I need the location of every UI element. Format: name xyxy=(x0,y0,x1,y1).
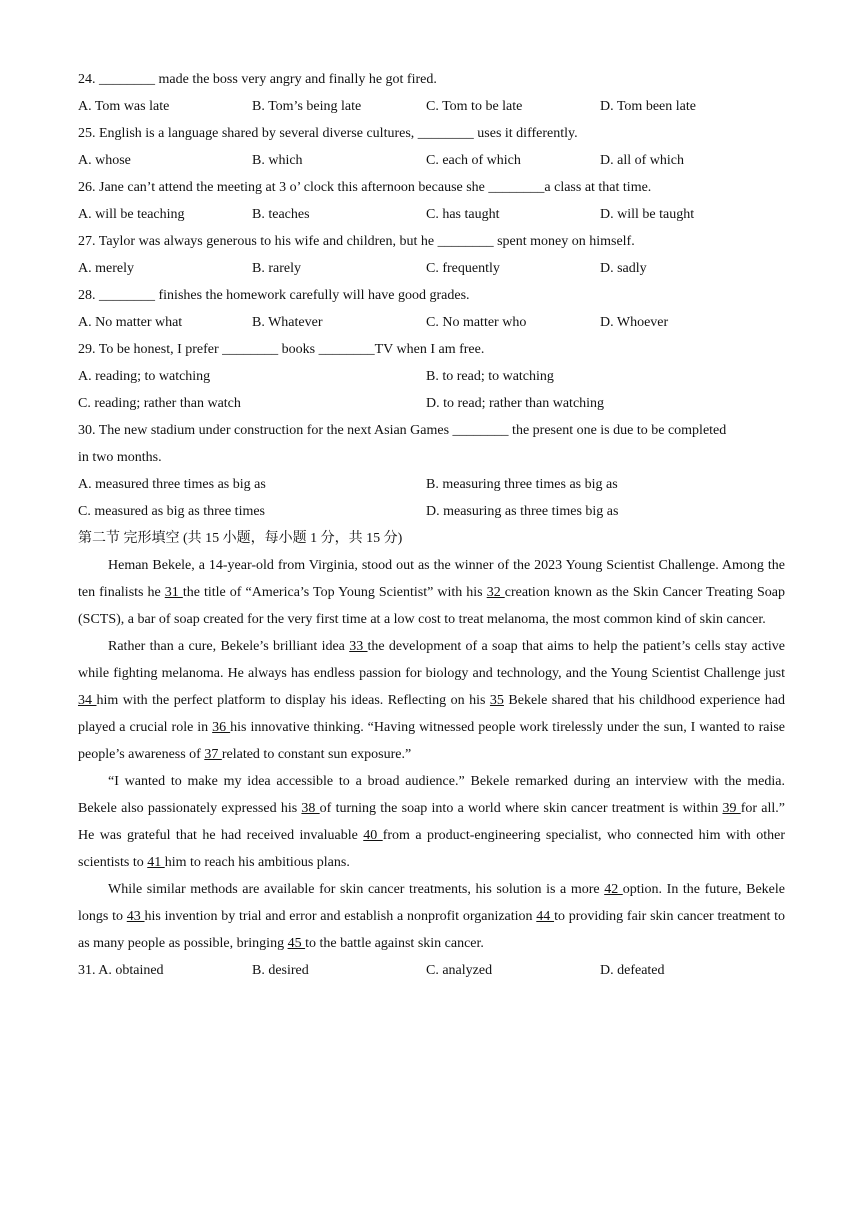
question-27-options xyxy=(78,255,785,282)
blank-43: 43 xyxy=(126,909,145,924)
passage-text: Heman Bekele, a 14-year-old from Virginia, stood out as the winner of the 2023 Young Scientist Challenge. Among the ten finalists he xyxy=(78,558,785,600)
option-c: C. each of which xyxy=(426,153,521,168)
option-b: B. desired xyxy=(252,963,309,978)
option-a: A. will be teaching xyxy=(78,207,185,222)
passage-paragraph-4 xyxy=(78,876,785,957)
passage-text: to providing fair skin cancer treatment to as many people as possible, bringing xyxy=(78,909,785,951)
passage-text: creation known as the Skin Cancer Treating Soap (SCTS), a bar of soap created for the very first time at a low cost to treat melanoma, the most common kind of skin cancer. xyxy=(78,585,785,627)
question-26-stem: 26. Jane can’t attend the meeting at 3 o’ clock this afternoon because she ________a class at that time. xyxy=(78,180,652,195)
passage-text: Bekele shared that his childhood experience had played a crucial role in xyxy=(78,693,785,735)
option-d: D. sadly xyxy=(600,261,647,276)
blank-35: 35 xyxy=(489,693,504,708)
question-30-stem-line2: in two months. xyxy=(78,450,162,465)
option-b: B. rarely xyxy=(252,261,301,276)
passage-text: the development of a soap that aims to help the patient’s cells stay active while fighting melanoma. He always has endless passion for biology and technology, and the Young Scientist Challenge just xyxy=(78,639,786,681)
passage-paragraph-3 xyxy=(78,768,785,876)
blank-36: 36 xyxy=(212,720,231,735)
option-d: D. measuring as three times big as xyxy=(426,504,619,519)
option-b: B. Whatever xyxy=(252,315,323,330)
option-c: C. Tom to be late xyxy=(426,99,523,114)
blank-32: 32 xyxy=(486,585,505,600)
section-heading: 第二节 完形填空 (共 15 小题，每小题 1 分，共 15 分) xyxy=(78,531,403,546)
passage-text: to the battle against skin cancer. xyxy=(305,936,484,951)
passage-text: While similar methods are available for skin cancer treatments, his solution is a more xyxy=(108,882,605,897)
blank-41: 41 xyxy=(147,855,165,870)
option-b: B. which xyxy=(252,153,303,168)
passage-text: him with the perfect platform to display his ideas. Reflecting on his xyxy=(96,693,490,708)
option-a: A. measured three times as big as xyxy=(78,477,266,492)
passage-text: from a product-engineering specialist, who connected him with other scientists to xyxy=(78,828,785,870)
blank-33: 33 xyxy=(349,639,368,654)
option-b: B. teaches xyxy=(252,207,310,222)
question-26-options xyxy=(78,201,785,228)
question-28-options xyxy=(78,309,785,336)
passage-text: his innovative thinking. “Having witnessed people work tirelessly under the sun, I wanted to raise people’s awareness of xyxy=(78,720,786,762)
blank-42: 42 xyxy=(604,882,623,897)
passage-text: his invention by trial and error and establish a nonprofit organization xyxy=(144,909,537,924)
option-c: C. measured as big as three times xyxy=(78,504,266,519)
option-c: C. reading; rather than watch xyxy=(78,396,241,411)
passage-text: “I wanted to make my idea accessible to a broad audience.” Bekele remarked during an interview with the media. Bekele also passionately expressed his xyxy=(78,774,785,816)
question-30-options-row2 xyxy=(78,498,785,525)
question-30-stem-line1: 30. The new stadium under construction for the next Asian Games ________ the present one is due to be completed xyxy=(78,423,727,438)
option-b: B. measuring three times as big as xyxy=(426,477,618,492)
option-a: A. whose xyxy=(78,153,131,168)
option-b: B. Tom’s being late xyxy=(252,99,362,114)
passage-text: the title of “America’s Top Young Scientist” with his xyxy=(182,585,487,600)
question-25-options xyxy=(78,147,785,174)
blank-31: 31 xyxy=(164,585,183,600)
option-c: C. analyzed xyxy=(426,963,493,978)
option-a: A. No matter what xyxy=(78,315,183,330)
passage-text: option. In the future, Bekele longs to xyxy=(78,882,785,924)
option-d: D. will be taught xyxy=(600,207,695,222)
passage-text: for all.” He was grateful that he had received invaluable xyxy=(78,801,786,843)
blank-37: 37 xyxy=(204,747,222,762)
passage-text: him to reach his ambitious plans. xyxy=(164,855,350,870)
option-c: C. No matter who xyxy=(426,315,527,330)
option-c: C. frequently xyxy=(426,261,500,276)
exam-page xyxy=(78,66,785,984)
question-31-options xyxy=(78,957,785,984)
question-28-stem: 28. ________ finishes the homework carefully will have good grades. xyxy=(78,288,470,303)
option-d: D. to read; rather than watching xyxy=(426,396,605,411)
option-d: D. all of which xyxy=(600,153,684,168)
blank-38: 38 xyxy=(301,801,320,816)
option-a: A. merely xyxy=(78,261,134,276)
option-b: B. to read; to watching xyxy=(426,369,554,384)
option-d: D. defeated xyxy=(600,963,665,978)
question-27-stem: 27. Taylor was always generous to his wife and children, but he ________ spent money on himself. xyxy=(78,234,635,249)
question-25-stem: 25. English is a language shared by several diverse cultures, ________ uses it differently. xyxy=(78,126,578,141)
passage-paragraph-1 xyxy=(78,552,785,633)
question-24-options xyxy=(78,93,785,120)
blank-45: 45 xyxy=(287,936,306,951)
passage-paragraph-2 xyxy=(78,633,785,768)
question-30-options-row1 xyxy=(78,471,785,498)
passage-text: Rather than a cure, Bekele’s brilliant idea xyxy=(108,639,350,654)
passage-text: of turning the soap into a world where skin cancer treatment is within xyxy=(319,801,723,816)
option-a: A. reading; to watching xyxy=(78,369,211,384)
option-a: A. Tom was late xyxy=(78,99,170,114)
option-c: C. has taught xyxy=(426,207,500,222)
blank-39: 39 xyxy=(722,801,741,816)
question-29-options-row2 xyxy=(78,390,785,417)
blank-44: 44 xyxy=(536,909,555,924)
option-d: D. Whoever xyxy=(600,315,669,330)
option-d: D. Tom been late xyxy=(600,99,696,114)
blank-40: 40 xyxy=(363,828,383,843)
option-a: 31. A. obtained xyxy=(78,963,164,978)
blank-34: 34 xyxy=(78,693,97,708)
question-29-options-row1 xyxy=(78,363,785,390)
question-24-stem: 24. ________ made the boss very angry and finally he got fired. xyxy=(78,72,437,87)
passage-text: related to constant sun exposure.” xyxy=(221,747,412,762)
question-29-stem: 29. To be honest, I prefer ________ books ________TV when I am free. xyxy=(78,342,485,357)
